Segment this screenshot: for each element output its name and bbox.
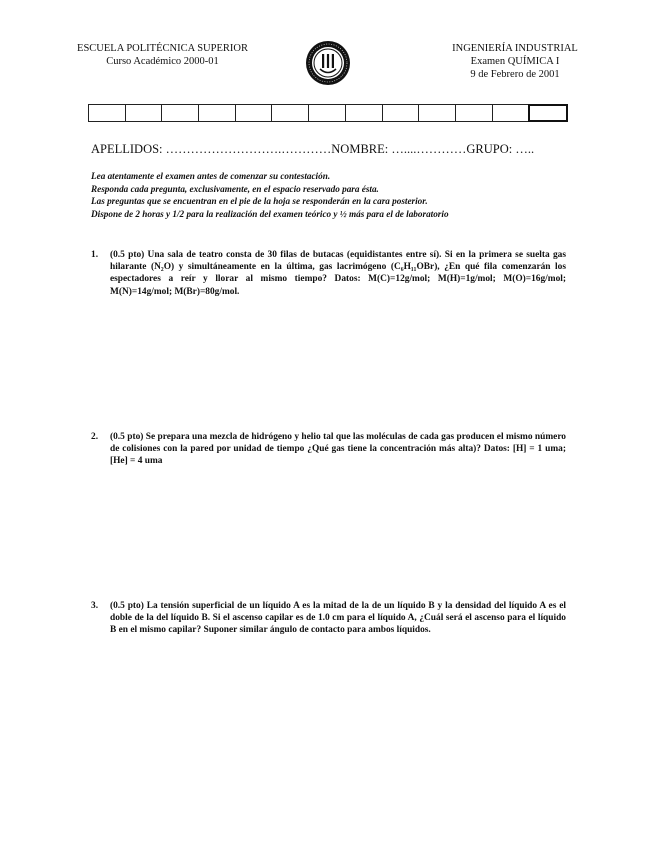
student-id-grid	[88, 104, 568, 122]
id-cell[interactable]	[89, 105, 126, 121]
question-text: (0.5 pto) La tensión superficial de un líquido A es la mitad de la de un líquido B y la densidad del líquido A es el doble de la del líquido B. Si el ascenso capilar es de 1.0 cm para el líquido A, ¿Cuál será el ascenso para el líquido B en el mismo capilar? Suponer similar ángulo de contacto para ambos líquidos.	[110, 601, 566, 636]
degree-name: INGENIERÍA INDUSTRIAL	[452, 43, 578, 54]
id-cell[interactable]	[456, 105, 493, 121]
id-cell[interactable]	[199, 105, 236, 121]
id-cell[interactable]	[126, 105, 163, 121]
id-cell[interactable]	[346, 105, 383, 121]
id-cell[interactable]	[493, 105, 530, 121]
header-school	[60, 42, 265, 68]
question-text: (0.5 pto) Una sala de teatro consta de 30 filas de butacas (equidistantes entre sí). Si en la primera se suelta gas hilarante (N₂O) y simultáneamente en la última, gas lacrimógeno (C₆H₁₁OBr), ¿En qué fila comenzarán los espectadores a reír y llorar al mismo tiempo? Datos: M(C)=12g/mol; M(H)=1g/mol; M(O)=16g/mol; M(N)=14g/mol; M(Br)=80g/mol.	[110, 250, 566, 297]
question-number: 3.	[91, 601, 99, 611]
question-3	[91, 600, 566, 637]
id-cell[interactable]	[383, 105, 420, 121]
instruction-line: Dispone de 2 horas y 1/2 para la realización del examen teórico y ½ más para el de laboratorio	[91, 208, 449, 219]
instructions	[91, 170, 571, 220]
question-number: 1.	[91, 250, 99, 260]
student-name-line: APELLIDOS: ……………………….…………NOMBRE: …....…………GRUPO: …..	[91, 142, 535, 156]
instruction-line: Responda cada pregunta, exclusivamente, en el espacio reservado para ésta.	[91, 183, 379, 194]
id-cell[interactable]	[309, 105, 346, 121]
question-2	[91, 431, 566, 468]
university-seal-icon	[305, 40, 351, 86]
school-name: ESCUELA POLITÉCNICA SUPERIOR	[77, 43, 248, 54]
academic-year: Curso Académico 2000-01	[106, 56, 219, 67]
exam-date: 9 de Febrero de 2001	[470, 69, 560, 80]
id-cell[interactable]	[236, 105, 273, 121]
instruction-line: Las preguntas que se encuentran en el pie de la hoja se responderán en la cara posterior.	[91, 196, 428, 206]
exam-name: Examen QUÍMICA I	[470, 56, 560, 67]
id-cell[interactable]	[419, 105, 456, 121]
id-cell[interactable]	[272, 105, 309, 121]
id-cell[interactable]	[162, 105, 199, 121]
instruction-line: Lea atentamente el examen antes de comenzar su contestación.	[91, 171, 331, 181]
question-1	[91, 249, 566, 298]
id-cell-highlighted[interactable]	[528, 104, 568, 122]
header-degree	[430, 42, 600, 81]
question-text: (0.5 pto) Se prepara una mezcla de hidrógeno y helio tal que las moléculas de cada gas producen el mismo número de colisiones con la pared por unidad de tiempo ¿Qué gas tiene la concentración más alta)? Datos: [H] = 1 uma; [He] = 4 uma	[110, 432, 566, 467]
question-number: 2.	[91, 432, 99, 442]
